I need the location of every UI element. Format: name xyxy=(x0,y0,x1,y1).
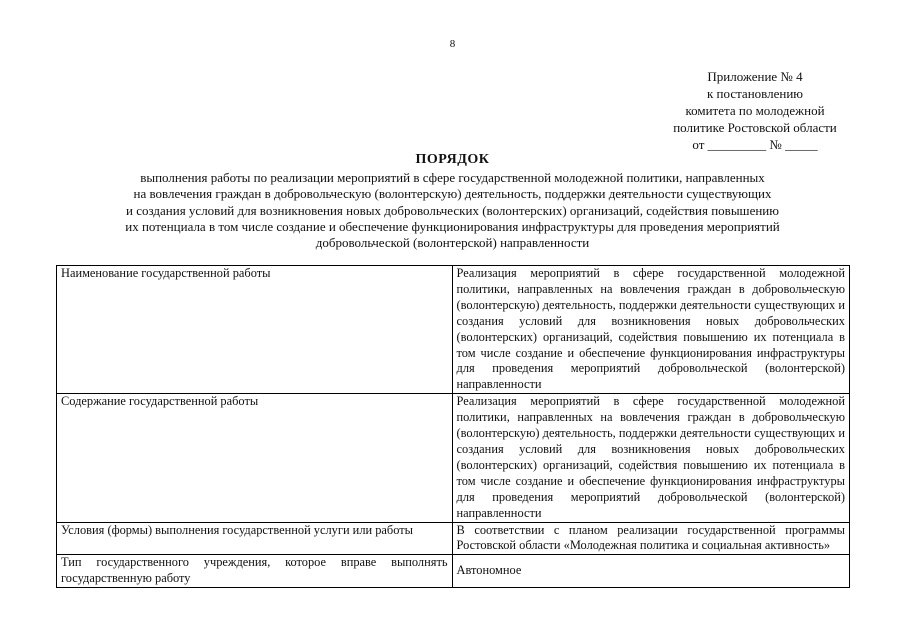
subtitle-line: на вовлечения граждан в добровольческую (волонтерскую) деятельность, поддержки деятельности существующих xyxy=(133,186,772,202)
document-title: ПОРЯДОК xyxy=(415,152,490,167)
subtitle-line: их потенциала в том числе создание и обеспечение функционирования инфраструктуры для проведения мероприятий xyxy=(125,218,780,234)
document-subtitle xyxy=(55,170,850,251)
subtitle-line: добровольческой (волонтерской) направленности xyxy=(315,235,590,251)
row-label: Условия (формы) выполнения государственной услуги или работы xyxy=(57,522,453,555)
row-label: Содержание государственной работы xyxy=(57,394,453,522)
work-details-table xyxy=(56,265,850,588)
row-value: Автономное xyxy=(452,555,849,588)
table-row xyxy=(57,394,850,522)
row-value: В соответствии с планом реализации государственной программы Ростовской области «Молодежная политика и социальная активность» xyxy=(452,522,849,555)
page-number: 8 xyxy=(449,38,456,50)
row-value: Реализация мероприятий в сфере государственной молодежной политики, направленных на вовлечения граждан в добровольческую (волонтерскую) деятельность, поддержки деятельности существующих и создания условий для возникновения новых добровольческих (волонтерских) организаций, содействия повышению их потенциала в том числе создание и обеспечение функционирования инфраструктуры для проведения мероприятий добровольческой (волонтерской) направленности xyxy=(452,394,849,522)
row-label: Наименование государственной работы xyxy=(57,266,453,394)
appendix-line: от _________ № _____ xyxy=(692,137,818,152)
appendix-line: комитета по молодежной xyxy=(685,103,825,118)
row-value: Реализация мероприятий в сфере государственной молодежной политики, направленных на вовлечения граждан в добровольческую (волонтерскую) деятельность, поддержки деятельности существующих и создания условий для возникновения новых добровольческих (волонтерских) организаций, содействия повышению их потенциала в том числе создание и обеспечение функционирования инфраструктуры для проведения мероприятий добровольческой (волонтерской) направленности xyxy=(452,266,849,394)
appendix-line: к постановлению xyxy=(706,86,804,101)
row-label: Тип государственного учреждения, которое вправе выполнять государственную работу xyxy=(57,555,453,588)
subtitle-line: выполнения работы по реализации мероприятий в сфере государственной молодежной политики, направленных xyxy=(140,170,765,185)
appendix-line: Приложение № 4 xyxy=(707,69,803,84)
table-row xyxy=(57,555,850,588)
appendix-line: политике Ростовской области xyxy=(673,120,837,135)
appendix-header xyxy=(600,68,905,153)
table-row xyxy=(57,522,850,555)
table-row xyxy=(57,266,850,394)
subtitle-line: и создания условий для возникновения новых добровольческих (волонтерских) организаций, содействия повышению xyxy=(126,202,779,218)
